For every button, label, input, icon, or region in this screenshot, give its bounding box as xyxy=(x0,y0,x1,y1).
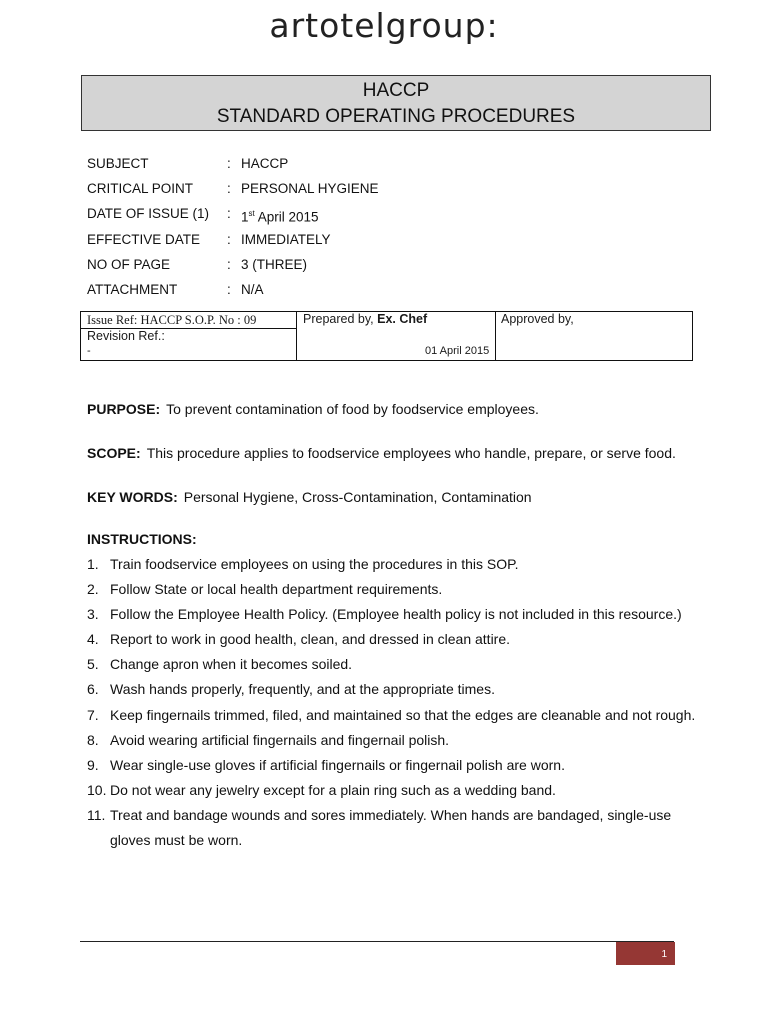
meta-key: SUBJECT xyxy=(87,156,149,171)
title-box xyxy=(81,75,711,131)
item-text: Follow State or local health department requirements. xyxy=(110,581,443,598)
instructions-list xyxy=(87,552,707,853)
meta-key: CRITICAL POINT xyxy=(87,181,194,197)
item-number: 8. xyxy=(87,731,99,748)
document-subtitle: STANDARD OPERATING PROCEDURES xyxy=(216,106,576,127)
prepared-by-name: Ex. Chef xyxy=(377,312,428,326)
table-divider xyxy=(495,312,496,360)
item-text: Report to work in good health, clean, and dressed in clean attire. xyxy=(110,631,511,648)
list-item xyxy=(87,703,707,728)
item-text: Treat and bandage wounds and sores immediately. When hands are bandaged, single-use gloves must be worn. xyxy=(110,806,672,849)
meta-value: 3 (THREE) xyxy=(241,256,308,272)
meta-key: DATE OF ISSUE (1) xyxy=(87,206,210,222)
list-item xyxy=(87,728,707,753)
meta-key: NO OF PAGE xyxy=(87,256,171,272)
list-item xyxy=(87,778,707,803)
meta-row-attachment xyxy=(87,277,587,302)
date-month-year: April 2015 xyxy=(257,209,319,225)
keywords-label: KEY WORDS: xyxy=(87,489,178,505)
document-meta xyxy=(87,151,587,302)
approved-by: Approved by, xyxy=(501,312,574,326)
list-item xyxy=(87,577,707,602)
revision-ref: Revision Ref.: xyxy=(87,329,165,343)
meta-separator: : xyxy=(227,281,231,297)
item-number: 9. xyxy=(87,756,99,773)
item-text: Avoid wearing artificial fingernails and fingernail polish. xyxy=(110,731,450,748)
footer-rule xyxy=(80,941,674,942)
meta-key: ATTACHMENT xyxy=(87,281,178,297)
instructions-heading: INSTRUCTIONS: xyxy=(87,531,197,547)
meta-separator: : xyxy=(227,156,231,171)
keywords-section xyxy=(87,489,532,505)
meta-row-critical-point xyxy=(87,176,587,201)
meta-row-no-of-page xyxy=(87,252,587,277)
page-number: 1 xyxy=(616,942,675,965)
item-text: Follow the Employee Health Policy. (Employee health policy is not included in this resource.) xyxy=(110,606,682,623)
meta-value: PERSONAL HYGIENE xyxy=(241,181,379,197)
scope-text: This procedure applies to foodservice employees who handle, prepare, or serve food. xyxy=(146,445,676,461)
list-item xyxy=(87,652,707,677)
meta-row-subject xyxy=(87,151,587,176)
meta-row-effective-date xyxy=(87,227,587,252)
purpose-section xyxy=(87,401,539,417)
scope-label: SCOPE: xyxy=(87,445,141,461)
date-ordinal: st xyxy=(248,209,255,219)
item-number: 2. xyxy=(87,581,99,598)
item-number: 4. xyxy=(87,631,99,648)
list-item xyxy=(87,552,707,577)
item-number: 5. xyxy=(87,656,99,673)
list-item xyxy=(87,803,707,853)
item-number: 6. xyxy=(87,681,99,698)
item-text: Do not wear any jewelry except for a plain ring such as a wedding band. xyxy=(110,781,556,798)
date-day: 1 xyxy=(241,209,249,225)
item-number: 3. xyxy=(87,606,99,623)
table-divider xyxy=(296,312,297,360)
list-item xyxy=(87,602,707,627)
list-item xyxy=(87,753,707,778)
company-logo: artotelgroup: xyxy=(269,6,499,45)
meta-row-date-of-issue xyxy=(87,201,587,226)
list-item xyxy=(87,627,707,652)
meta-value: HACCP xyxy=(241,156,289,171)
meta-key: EFFECTIVE DATE xyxy=(87,231,201,247)
scope-section xyxy=(87,445,676,461)
item-text: Keep fingernails trimmed, filed, and maintained so that the edges are cleanable and not rough. xyxy=(110,706,696,723)
item-text: Wear single-use gloves if artificial fingernails or fingernail polish are worn. xyxy=(110,756,565,773)
purpose-label: PURPOSE: xyxy=(87,401,161,417)
prepared-date: 01 April 2015 xyxy=(425,345,490,357)
purpose-text: To prevent contamination of food by foodservice employees. xyxy=(166,401,539,417)
list-item xyxy=(87,677,707,702)
item-text: Wash hands properly, frequently, and at the appropriate times. xyxy=(110,681,495,698)
item-text: Change apron when it becomes soiled. xyxy=(110,656,353,673)
revision-value: - xyxy=(87,345,91,357)
document-title: HACCP xyxy=(362,80,430,101)
item-number: 10. xyxy=(87,781,107,798)
item-number: 7. xyxy=(87,706,99,723)
meta-value: IMMEDIATELY xyxy=(241,231,331,247)
meta-separator: : xyxy=(227,181,231,197)
prepared-label: Prepared by, xyxy=(303,312,374,326)
item-number: 11. xyxy=(87,806,106,823)
meta-value: N/A xyxy=(241,281,264,297)
issue-ref: Issue Ref: HACCP S.O.P. No : 09 xyxy=(87,313,257,327)
item-text: Train foodservice employees on using the procedures in this SOP. xyxy=(110,556,519,572)
meta-separator: : xyxy=(227,256,231,272)
item-number: 1. xyxy=(87,556,99,572)
keywords-text: Personal Hygiene, Cross-Contamination, Contamination xyxy=(183,489,532,505)
signoff-table xyxy=(80,311,693,361)
prepared-by xyxy=(303,312,427,326)
meta-separator: : xyxy=(227,206,231,222)
meta-separator: : xyxy=(227,231,231,247)
